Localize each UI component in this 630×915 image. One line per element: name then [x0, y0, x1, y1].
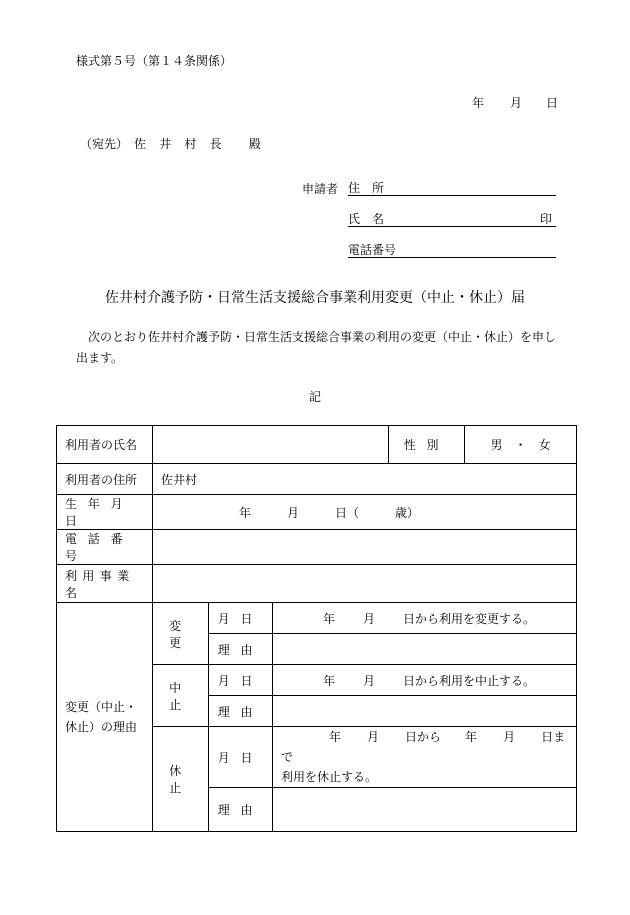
user-name-input[interactable]	[153, 426, 389, 464]
application-table	[56, 425, 577, 832]
change-reason-label: 理由	[209, 634, 273, 665]
row-birthdate	[57, 495, 577, 530]
addressee-name: 佐井村長	[134, 137, 235, 151]
change-year: 年	[323, 611, 336, 626]
user-name-label: 利用者の氏名	[57, 426, 153, 464]
document-body: 次のとおり佐井村介護予防・日常生活支援総合事業の利用の変更（中止・休止）を申し出ます。	[76, 330, 557, 365]
change-date-input[interactable]	[273, 603, 577, 634]
pause-to-text: 日まで	[281, 730, 566, 764]
user-address-value: 佐井村	[161, 472, 198, 487]
birth-day: 日（	[335, 505, 360, 520]
phone-input[interactable]	[153, 530, 577, 565]
form-number: 様式第５号（第１４条関係）	[76, 54, 233, 68]
stop-reason-label: 理由	[209, 696, 273, 727]
stop-date-label: 月日	[209, 665, 273, 696]
applicant-title: 申請者	[302, 182, 339, 196]
gender-select[interactable]: 男 ・ 女	[465, 426, 577, 464]
change-reason-input[interactable]	[273, 634, 577, 665]
applicant-address-field[interactable]	[348, 179, 556, 196]
addressee-honorific: 殿	[248, 137, 261, 151]
business-label: 利用事業名	[57, 565, 153, 603]
change-text: 日から利用を変更する。	[403, 611, 536, 626]
phone-label: 電話番号	[57, 530, 153, 565]
change-label: 変更	[153, 603, 209, 665]
stop-text: 日から利用を中止する。	[403, 673, 536, 688]
addressee-prefix: （宛先）	[80, 137, 129, 151]
document-title: 佐井村介護予防・日常生活支援総合事業利用変更（中止・休止）届	[105, 290, 525, 306]
row-phone	[57, 530, 577, 565]
change-date-label: 月日	[209, 603, 273, 634]
date-day: 日	[546, 96, 559, 110]
applicant-name-field[interactable]	[348, 210, 556, 227]
date-year: 年	[472, 96, 485, 110]
stop-month: 月	[363, 673, 376, 688]
pause-from-month: 月	[367, 730, 380, 744]
seal-mark: 印	[539, 212, 552, 226]
applicant-phone-label: 電話番号	[348, 243, 397, 257]
pause-reason-input[interactable]	[273, 788, 577, 832]
pause-date-label: 月日	[209, 727, 273, 788]
birth-age: 歳）	[395, 505, 420, 520]
applicant-phone-field[interactable]	[348, 241, 556, 258]
business-input[interactable]	[153, 565, 577, 603]
applicant-name-label: 氏 名	[348, 212, 385, 226]
stop-year: 年	[323, 673, 336, 688]
row-business	[57, 565, 577, 603]
stop-date-input[interactable]	[273, 665, 577, 696]
pause-from-text: 日から	[405, 730, 442, 744]
pause-from-year: 年	[329, 730, 342, 744]
date-month: 月	[510, 96, 523, 110]
pause-label: 休止	[153, 727, 209, 832]
change-month: 月	[363, 611, 376, 626]
user-address-label: 利用者の住所	[57, 464, 153, 495]
birth-input[interactable]	[153, 495, 577, 530]
birth-month: 月	[287, 505, 300, 520]
stop-label: 中止	[153, 665, 209, 727]
birth-label: 生年月日	[57, 495, 153, 530]
applicant-address-label: 住 所	[348, 181, 385, 195]
reason-label: 変更（中止・休止）の理由	[57, 603, 153, 832]
pause-text: 利用を休止する。	[281, 770, 378, 784]
stop-reason-input[interactable]	[273, 696, 577, 727]
row-user-address	[57, 464, 577, 495]
gender-label: 性別	[389, 426, 465, 464]
row-user-name	[57, 426, 577, 464]
pause-to-month: 月	[503, 730, 516, 744]
birth-year: 年	[239, 505, 252, 520]
user-address-input[interactable]	[153, 464, 577, 495]
ki-mark: 記	[308, 390, 321, 404]
row-change-date	[57, 603, 577, 634]
addressee	[80, 135, 261, 152]
pause-to-year: 年	[465, 730, 478, 744]
pause-reason-label: 理由	[209, 788, 273, 832]
pause-date-input[interactable]	[273, 727, 577, 788]
